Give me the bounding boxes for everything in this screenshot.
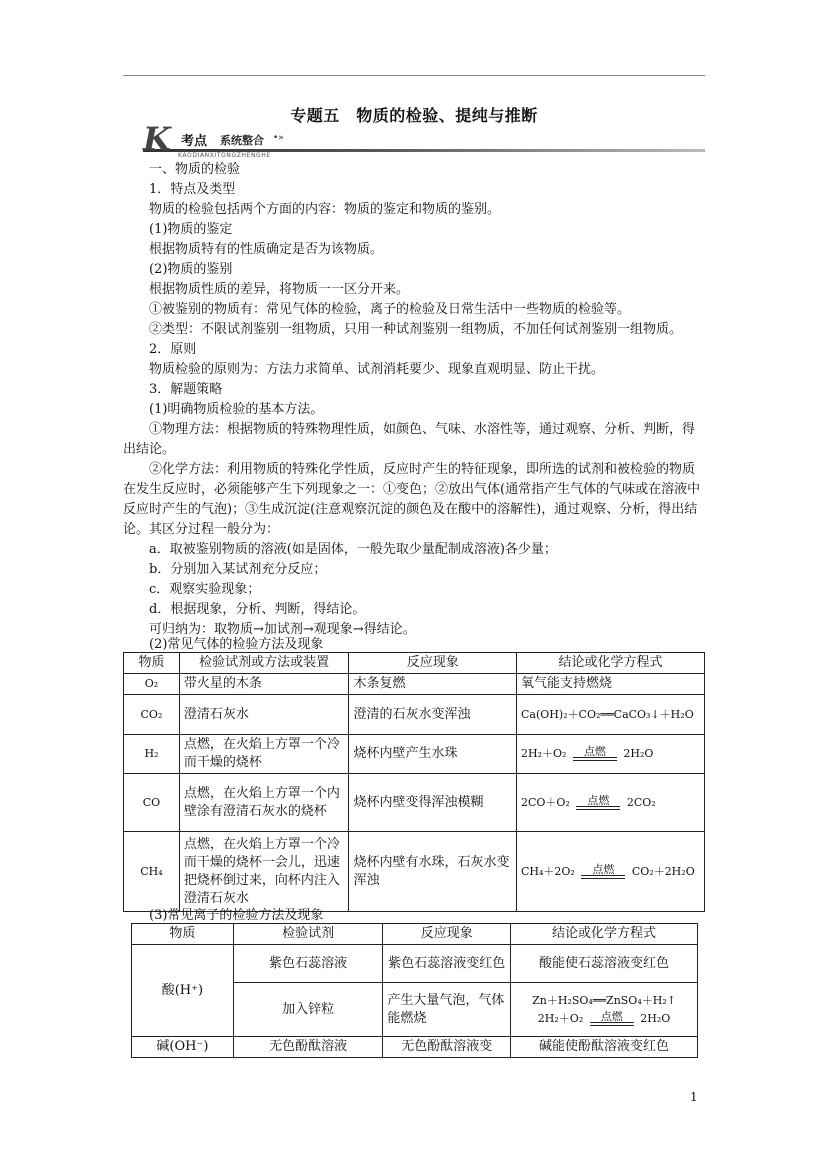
table2-caption: (3)常见离子的检验方法及现象 bbox=[149, 908, 324, 923]
table-row bbox=[124, 832, 705, 912]
cell-conclusion: 氧气能支持燃烧 bbox=[516, 674, 704, 695]
equation-line: Zn＋H₂SO₄══ZnSO₄＋H₂↑ bbox=[532, 993, 676, 1007]
equation-right: 2H₂O bbox=[640, 1011, 671, 1025]
cell-substance: 酸(H⁺) bbox=[132, 945, 234, 1037]
cell-substance: H₂ bbox=[124, 735, 180, 774]
table-header: 检验试剂或方法或装置 bbox=[179, 653, 349, 674]
paragraph: (1)物质的鉴定 bbox=[149, 222, 233, 237]
cell-phenomenon: 木条复燃 bbox=[349, 674, 517, 695]
equation-right: 2H₂O bbox=[623, 747, 654, 760]
paragraph: 可归纳为：取物质→加试剂→观现象→得结论。 bbox=[149, 622, 416, 637]
equation-left: 2H₂＋O₂ bbox=[520, 747, 567, 760]
banner-pinyin: KAODIANXITONGZHENGHE bbox=[178, 152, 271, 159]
cell-reagent: 无色酚酞溶液 bbox=[233, 1037, 383, 1058]
paragraph: b．分别加入某试剂充分反应； bbox=[149, 562, 327, 577]
banner-kaodian: 考点 bbox=[181, 134, 208, 149]
table-header-row bbox=[124, 653, 705, 674]
cell-equation bbox=[516, 735, 704, 774]
paragraph: 根据物质性质的差异，将物质一一区分开来。 bbox=[149, 282, 410, 297]
table-header: 物质 bbox=[124, 653, 180, 674]
header-rule bbox=[123, 75, 705, 76]
cell-conclusion: 碱能使酚酞溶液变红色 bbox=[511, 1037, 698, 1058]
table-row bbox=[132, 1037, 698, 1058]
page-title: 专题五 物质的检验、提纯与推断 bbox=[290, 106, 538, 125]
cell-phenomenon: 烧杯内壁产生水珠 bbox=[349, 735, 517, 774]
cell-equation bbox=[511, 983, 698, 1037]
cell-method: 澄清石灰水 bbox=[179, 695, 349, 735]
cell-method: 带火星的木条 bbox=[179, 674, 349, 695]
equation-left: CH₄＋2O₂ bbox=[520, 864, 575, 878]
cell-phenomenon: 紫色石蕊溶液变红色 bbox=[383, 945, 511, 983]
section-banner bbox=[123, 120, 705, 159]
paragraph: 根据物质特有的性质确定是否为该物质。 bbox=[149, 242, 384, 257]
table-row bbox=[124, 774, 705, 832]
equation-condition: 点燃 bbox=[590, 1012, 634, 1026]
cell-substance: 碱(OH⁻) bbox=[132, 1037, 234, 1058]
cell-substance: CH₄ bbox=[124, 832, 180, 912]
equation-left: 2CO＋O₂ bbox=[520, 795, 570, 809]
table-row bbox=[124, 735, 705, 774]
paragraph: 物质的检验包括两个方面的内容：物质的鉴定和物质的鉴别。 bbox=[149, 202, 501, 217]
table-header: 物质 bbox=[132, 924, 234, 945]
body-text bbox=[123, 160, 705, 640]
page-number: 1 bbox=[690, 1090, 698, 1104]
table-header: 结论或化学方程式 bbox=[511, 924, 698, 945]
cell-conclusion: 酸能使石蕊溶液变红色 bbox=[511, 945, 698, 983]
cell-phenomenon: 烧杯内壁有水珠，石灰水变浑浊 bbox=[349, 832, 517, 912]
paragraph: 2．原则 bbox=[149, 342, 197, 357]
paragraph: ②类型：不限试剂鉴别一组物质，只用一种试剂鉴别一组物质，不加任何试剂鉴别一组物质。 bbox=[149, 322, 683, 337]
cell-equation bbox=[516, 832, 704, 912]
paragraph: a．取被鉴别物质的溶液(如是固体，一般先取少量配制成溶液)各少量； bbox=[149, 542, 557, 557]
ion-test-table bbox=[131, 923, 698, 1058]
cell-phenomenon: 产生大量气泡，气体能燃烧 bbox=[383, 983, 511, 1037]
cell-method: 点燃，在火焰上方罩一个内壁涂有澄清石灰水的烧杯 bbox=[179, 774, 349, 832]
table-header: 结论或化学方程式 bbox=[516, 653, 704, 674]
table-header-row bbox=[132, 924, 698, 945]
cell-method: 点燃，在火焰上方罩一个冷而干燥的烧杯 bbox=[179, 735, 349, 774]
table-row bbox=[132, 945, 698, 983]
paragraph: 一、物质的检验 bbox=[149, 162, 241, 177]
equation-right: 2CO₂ bbox=[626, 795, 656, 809]
paragraph: c．观察实验现象； bbox=[149, 582, 261, 597]
cell-reagent: 加入锌粒 bbox=[233, 983, 383, 1037]
paragraph: ①被鉴别的物质有：常见气体的检验，离子的检验及日常生活中一些物质的检验等。 bbox=[149, 302, 631, 317]
table-header: 反应现象 bbox=[349, 653, 517, 674]
cell-phenomenon: 无色酚酞溶液变 bbox=[383, 1037, 511, 1058]
cell-reagent: 紫色石蕊溶液 bbox=[233, 945, 383, 983]
cell-phenomenon: 澄清的石灰水变浑浊 bbox=[349, 695, 517, 735]
cell-method: 点燃，在火焰上方罩一个冷而干燥的烧杯一会儿，迅速把烧杯倒过来，向杯内注入澄清石灰水 bbox=[179, 832, 349, 912]
banner-k-logo: K bbox=[143, 120, 171, 158]
paragraph: 物质检验的原则为：方法力求简单、试剂消耗要少、现象直观明显、防止干扰。 bbox=[149, 362, 605, 377]
equation-condition: 点燃 bbox=[573, 747, 617, 761]
table-row bbox=[124, 695, 705, 735]
equation-condition: 点燃 bbox=[576, 796, 620, 810]
paragraph: ②化学方法：利用物质的特殊化学性质，反应时产生的特征现象，即所选的试剂和被检验的物质在发生反应时，必须能够产生下列现象之一：①变色；②放出气体(通常指产生气体的气味或在溶液中反应时产生的气泡)；③生成沉淀(注意观察沉淀的颜色及在酸中的溶解性)，通过观察、分析，得出结论。其区分过程一般分为： bbox=[123, 462, 701, 537]
cell-substance: O₂ bbox=[124, 674, 180, 695]
paragraph: 1．特点及类型 bbox=[149, 182, 236, 197]
equation-left: 2H₂＋O₂ bbox=[537, 1011, 584, 1025]
paragraph: (1)明确物质检验的基本方法。 bbox=[149, 402, 324, 417]
table-row bbox=[124, 674, 705, 695]
paragraph: d．根据现象，分析、判断，得结论。 bbox=[149, 602, 366, 617]
banner-arrow-icon: •» bbox=[273, 133, 284, 143]
cell-substance: CO₂ bbox=[124, 695, 180, 735]
paragraph: 3．解题策略 bbox=[149, 382, 223, 397]
cell-phenomenon: 烧杯内壁变得浑浊模糊 bbox=[349, 774, 517, 832]
table-header: 检验试剂 bbox=[233, 924, 383, 945]
equation-line bbox=[515, 1010, 693, 1028]
cell-conclusion: Ca(OH)₂＋CO₂══CaCO₃↓＋H₂O bbox=[516, 695, 704, 735]
cell-substance: CO bbox=[124, 774, 180, 832]
equation-right: CO₂＋2H₂O bbox=[631, 864, 695, 878]
table-header: 反应现象 bbox=[383, 924, 511, 945]
paragraph: ①物理方法：根据物质的特殊物理性质，如颜色、气味、水溶性等，通过观察、分析、判断，得出结论。 bbox=[123, 422, 696, 457]
gas-test-table bbox=[123, 652, 705, 912]
paragraph: (2)物质的鉴别 bbox=[149, 262, 233, 277]
banner-xitong: 系统整合 bbox=[220, 134, 264, 147]
equation-condition: 点燃 bbox=[581, 865, 625, 879]
table1-caption: (2)常见气体的检验方法及现象 bbox=[149, 637, 324, 652]
cell-equation bbox=[516, 774, 704, 832]
